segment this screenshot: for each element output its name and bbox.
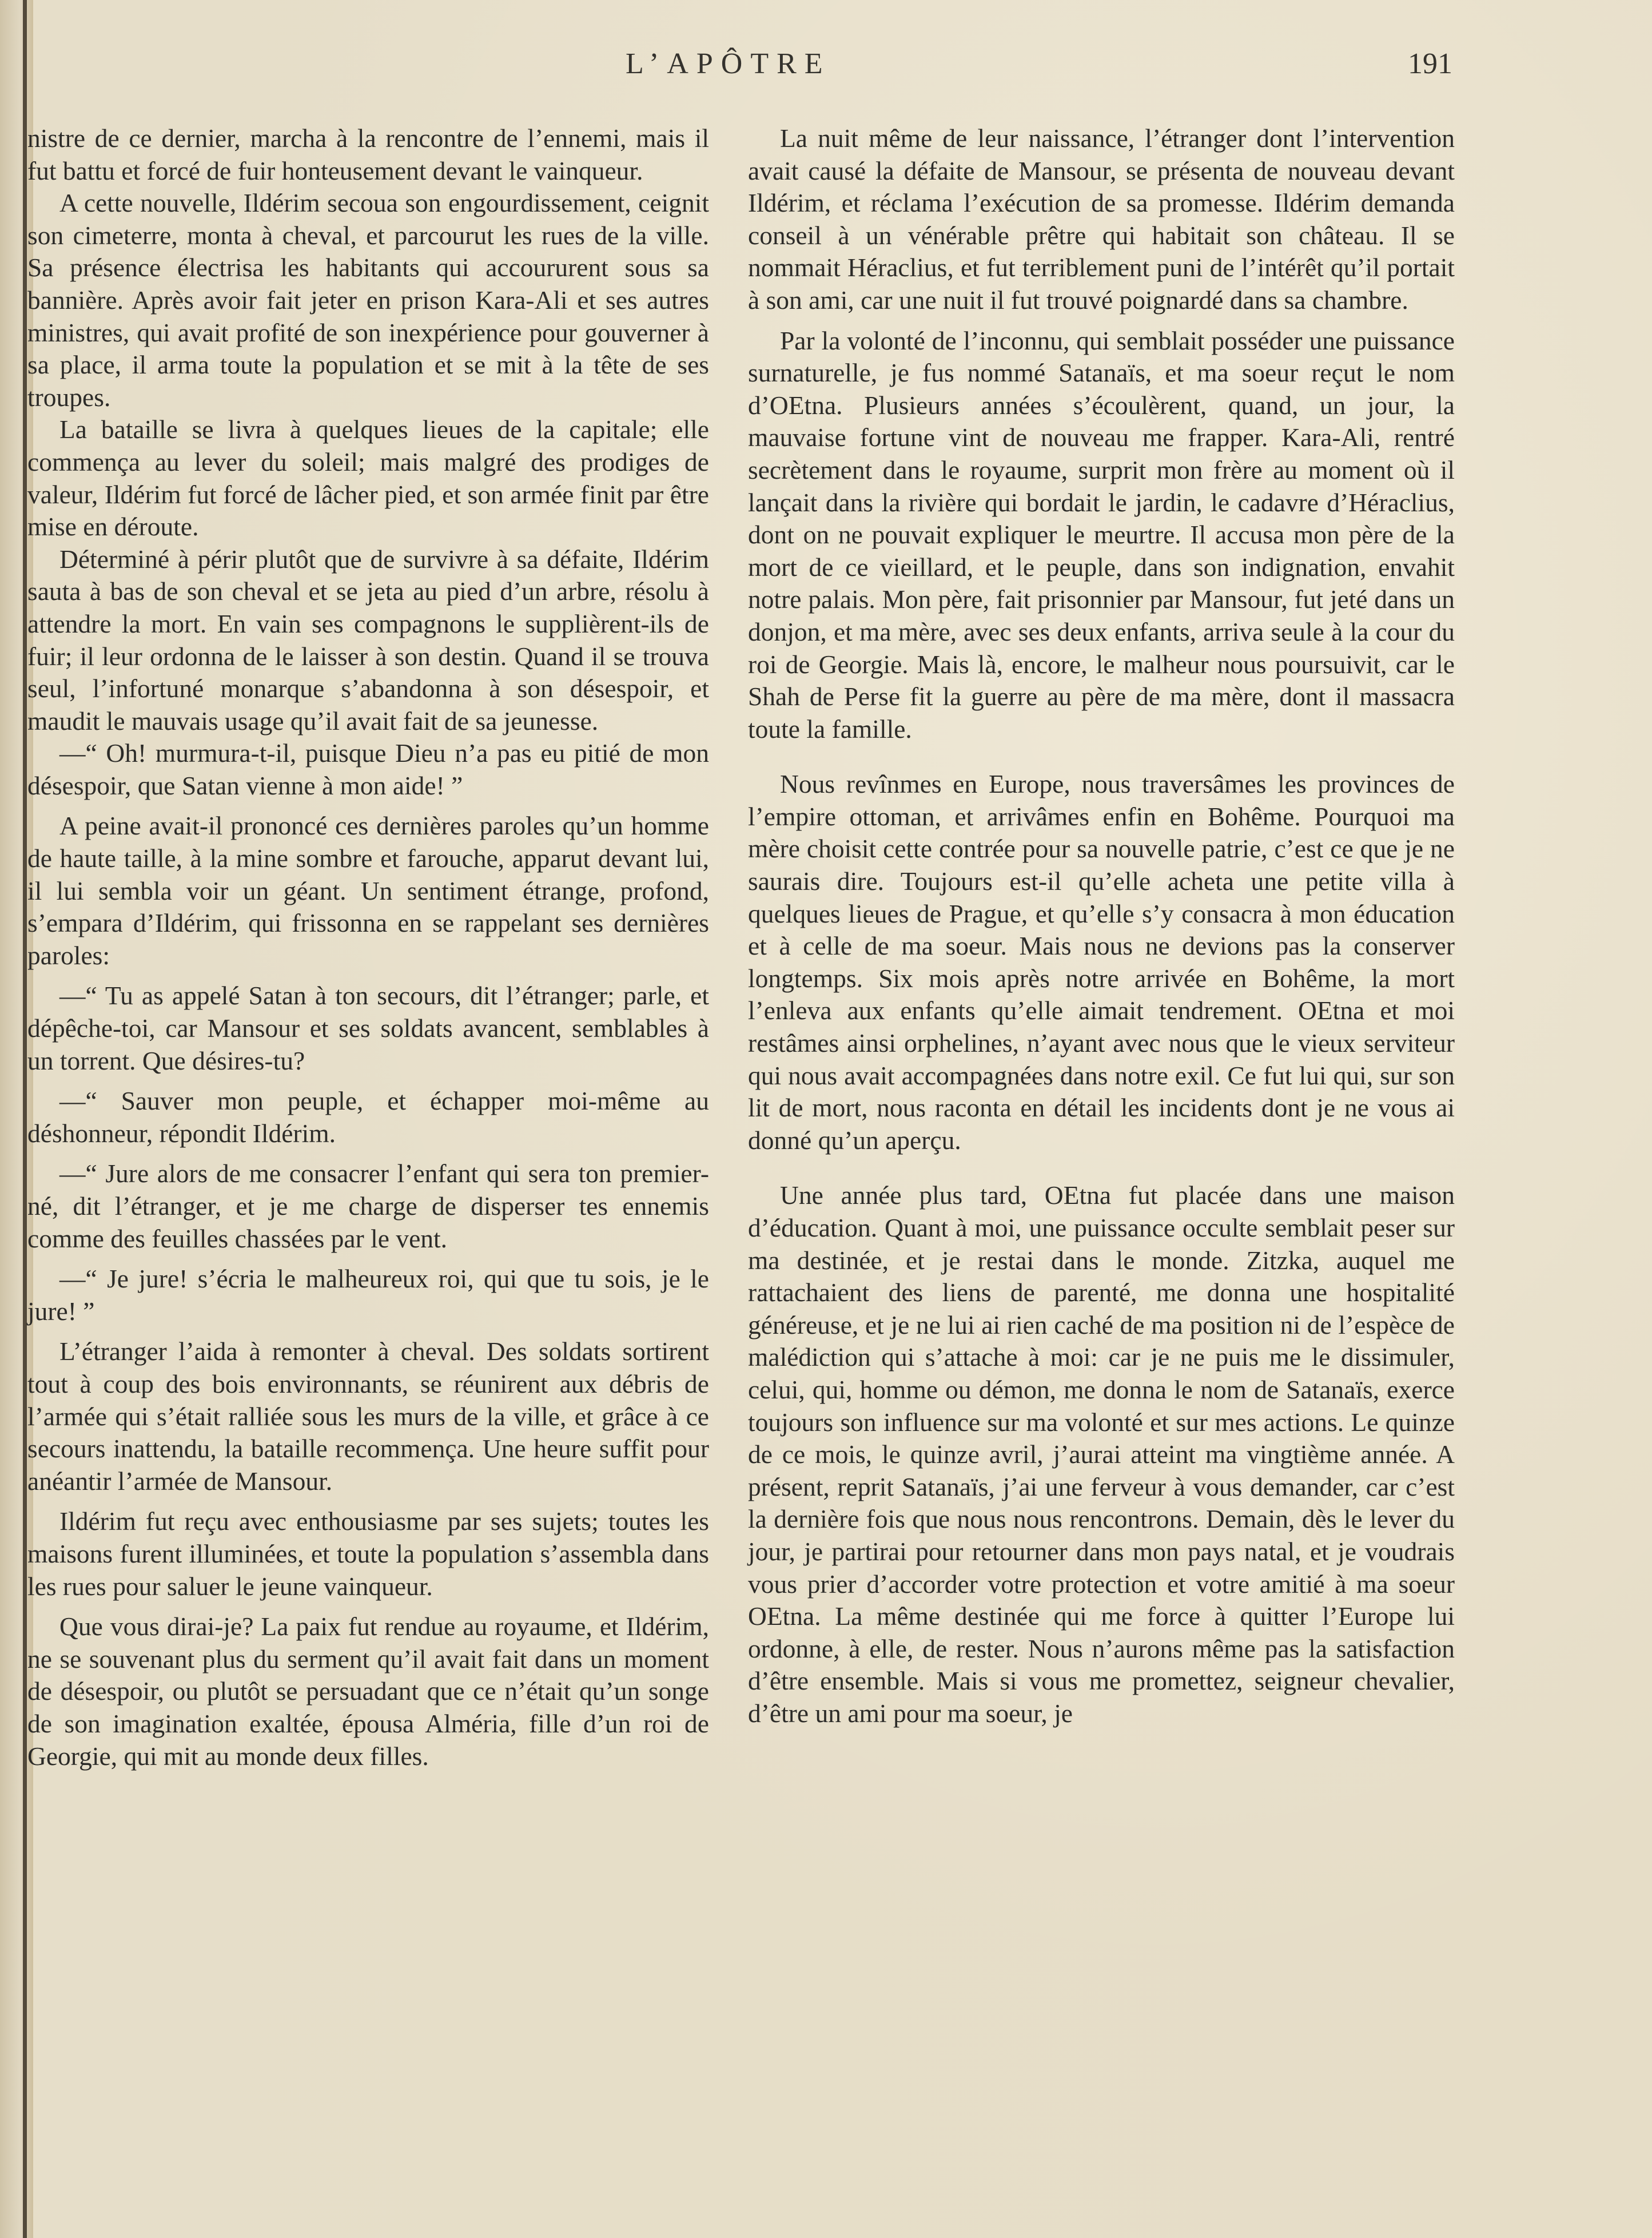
paragraph: Une année plus tard, OEtna fut placée dans une maison d’éducation. Quant à moi, une puissance occulte semblait peser sur ma destinée, et je restai dans le monde. Zitzka, auquel me rattachaient des liens de parenté, me donna une hospitalité généreuse, et je ne lui ai rien caché de ma position ni de l’espèce de malédiction qui s’attache à moi: car je ne puis me le dissimuler, celui, qui, homme ou démon, me donna le nom de Satanaïs, exerce toujours son influence sur ma volonté et sur mes actions. Le quinze de ce mois, le quinze avril, j’aurai atteint ma vingtième année. A présent, reprit Satanaïs, j’ai une ferveur à vous demander, car c’est la dernière fois que nous nous rencontrons. Demain, dès le lever du jour, je partirai pour retourner dans mon pays natal, et je voudrais vous prier d’accorder votre protection et votre amitié à ma soeur OEtna. La même destinée qui me force à quitter l’Europe lui ordonne, à elle, de rester. Nous n’aurons même pas la satisfaction d’être ensemble. Mais si vous me promettez, seigneur chevalier, d’être un ami pour ma soeur, je (748, 1180, 1455, 1728)
right-column (748, 122, 1455, 1730)
paragraph: Nous revînmes en Europe, nous traversâmes les provinces de l’empire ottoman, et arrivâmes enfin en Bohême. Pourquoi ma mère choisit cette contrée pour sa nouvelle patrie, c’est ce que je ne saurais dire. Toujours est-il qu’elle acheta une petite villa à quelques lieues de Prague, et qu’elle s’y consacra à mon éducation et à celle de ma soeur. Mais nous ne devions pas la conserver longtemps. Six mois après notre arrivée en Bohême, la mort l’enleva aux enfants qu’elle aimait tendrement. OEtna et moi restâmes ainsi orphelines, n’ayant avec nous que le vieux serviteur qui nous avait accompagnées dans notre exil. Ce fut lui qui, sur son lit de mort, nous raconta en détail les incidents dont je ne vous ai donné qu’un aperçu. (748, 769, 1455, 1155)
paragraph: A peine avait-il prononcé ces dernières paroles qu’un homme de haute taille, à la mine sombre et farouche, apparut devant lui, il lui sembla voir un géant. Un sentiment étrange, profond, s’empara d’Ildérim, qui frissonna en se rappelant ses dernières paroles: (27, 811, 709, 970)
paragraph: nistre de ce dernier, marcha à la rencontre de l’ennemi, mais il fut battu et forcé de fuir honteusement devant le vainqueur. (27, 124, 709, 185)
running-title: L’APÔTRE (626, 47, 831, 80)
left-column (17, 122, 709, 1772)
paragraph: Que vous dirai-je? La paix fut rendue au royaume, et Ildérim, ne se souvenant plus du serment qu’il avait fait dans un moment de désespoir, ou plutôt se persuadant que ce n’était qu’un songe de son imagination exaltée, épousa Alméria, fille d’un roi de Georgie, qui mit au monde deux filles. (27, 1612, 709, 1771)
paragraph: A cette nouvelle, Ildérim secoua son engourdissement, ceignit son cimeterre, monta à cheval, et parcourut les rues de la ville. Sa présence électrisa les habitants qui accoururent sous sa bannière. Après avoir fait jeter en prison Kara-Ali et ses autres ministres, qui avait profité de son inexpérience pour gouverner à sa place, il arma toute la population et se mit à la tête de ses troupes. (27, 188, 709, 412)
paragraph: —“ Sauver mon peuple, et échapper moi-même au déshonneur, répondit Ildérim. (27, 1086, 709, 1148)
paragraph: Ildérim fut reçu avec enthousiasme par ses sujets; toutes les maisons furent illuminées, et toute la population s’assembla dans les rues pour saluer le jeune vainqueur. (27, 1506, 709, 1601)
paragraph: Déterminé à périr plutôt que de survivre à sa défaite, Ildérim sauta à bas de son cheval et se jeta au pied d’un arbre, résolu à attendre la mort. En vain ses compagnons le supplièrent-ils de fuir; il leur ordonna de le laisser à son destin. Quand il se trouva seul, l’infortuné monarque s’abandonna à son désespoir, et maudit le mauvais usage qu’il avait fait de sa jeunesse. (27, 544, 709, 736)
paragraph: Par la volonté de l’inconnu, qui semblait posséder une puissance surnaturelle, je fus nommé Satanaïs, et ma soeur reçut le nom d’OEtna. Plusieurs années s’écoulèrent, quand, un jour, la mauvaise fortune vint de nouveau me frapper. Kara-Ali, rentré secrètement dans le royaume, surprit mon frère au moment où il lançait dans la rivière qui bordait le jardin, le cadavre d’Héraclius, dont on ne pouvait expliquer le meurtre. Il accusa mon père de la mort de ce vieillard, et le peuple, dans son indignation, envahit notre palais. Mon père, fait prisonnier par Mansour, fut jeté dans un donjon, et ma mère, avec ses deux enfants, arriva seule à la cour du roi de Georgie. Mais là, encore, le malheur nous poursuivit, car le Shah de Perse fit la guerre au père de ma mère, dont il massacra toute la famille. (748, 325, 1455, 744)
paragraph: L’étranger l’aida à remonter à cheval. Des soldats sortirent tout à coup des bois environnants, se réunirent aux débris de l’armée qui s’était ralliée sous les murs de la ville, et grâce à ce secours inattendu, la bataille recommença. Une heure suffit pour anéantir l’armée de Mansour. (27, 1337, 709, 1496)
page-number: 191 (1408, 47, 1452, 80)
paragraph: —“ Jure alors de me consacrer l’enfant qui sera ton premier-né, dit l’étranger, et je me charge de disperser tes ennemis comme des feuilles chassées par le vent. (27, 1159, 709, 1253)
paragraph: —“ Je jure! s’écria le malheureux roi, qui que tu sois, je le jure! ” (27, 1264, 709, 1326)
paragraph: —“ Tu as appelé Satan à ton secours, dit l’étranger; parle, et dépêche-toi, car Mansour et ses soldats avancent, semblables à un torrent. Que désires-tu? (27, 981, 709, 1075)
paragraph: La bataille se livra à quelques lieues de la capitale; elle commença au lever du soleil; mais malgré des prodiges de valeur, Ildérim fut forcé de lâcher pied, et son armée finit par être mise en déroute. (27, 415, 709, 542)
paragraph: —“ Oh! murmura-t-il, puisque Dieu n’a pas eu pitié de mon désespoir, que Satan vienne à mon aide! ” (27, 738, 709, 800)
paragraph: La nuit même de leur naissance, l’étranger dont l’intervention avait causé la défaite de Mansour, se présenta de nouveau devant Ildérim, et réclama l’exécution de sa promesse. Ildérim demanda conseil à un vénérable prêtre qui habitait son château. Il se nommait Héraclius, et fut terriblement puni de l’intérêt qu’il portait à son ami, car une nuit il fut trouvé poignardé dans sa chambre. (748, 124, 1455, 315)
